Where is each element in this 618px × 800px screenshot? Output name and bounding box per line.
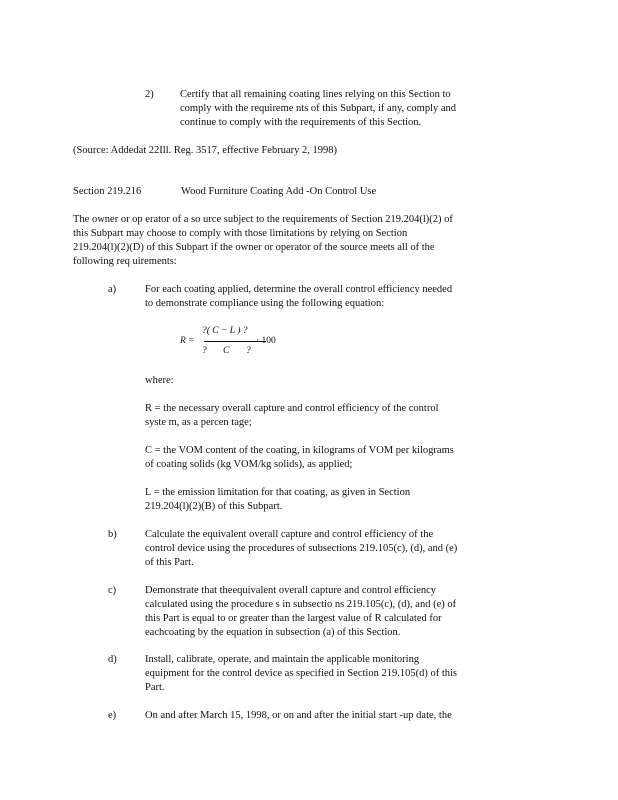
- text-line: calculated using the procedure s in subsectio ns 219.105(c), (d), and (e) of: [145, 599, 457, 610]
- text-line: eachcoating by the equation in subsection (a) of this Section.: [145, 627, 401, 638]
- definition-r: [145, 402, 438, 430]
- text-line: R = the necessary overall capture and control efficiency of the control: [145, 403, 439, 414]
- item-b-text: [145, 528, 457, 570]
- item-c-text: [145, 584, 456, 640]
- text-line: continue to comply with the requirements of this Section.: [180, 117, 422, 128]
- equation-bracket-left-bottom: ?: [202, 346, 207, 356]
- text-line: of coating solids (kg VOM/kg solids), as applied;: [145, 459, 353, 470]
- item-label-d: d): [108, 654, 117, 665]
- text-line: Part.: [145, 682, 165, 693]
- item-label-b: b): [108, 529, 117, 540]
- equation-lhs: R =: [180, 336, 195, 346]
- equation-bracket-right-bottom: ?: [246, 346, 251, 356]
- item-2-text: [180, 88, 456, 130]
- item-label-2: 2): [145, 89, 154, 100]
- text-line: equipment for the control device as specified in Section 219.105(d) of this: [145, 668, 458, 679]
- text-line: C = the VOM content of the coating, in kilograms of VOM per kilograms: [145, 445, 454, 456]
- text-line: of this Part.: [145, 557, 194, 568]
- source-note: (Source: Addedat 22Ill. Reg. 3517, effective February 2, 1998): [73, 145, 337, 156]
- text-line: control device using the procedures of subsections 219.105(c), (d), and (e): [145, 543, 458, 554]
- text-line: Calculate the equivalent overall capture and control efficiency of the: [145, 529, 434, 540]
- item-e-text: [145, 709, 452, 723]
- text-line: L = the emission limitation for that coating, as given in Section: [145, 487, 411, 498]
- equation-multiplier: · 100: [256, 336, 276, 346]
- item-label-a: a): [108, 284, 117, 295]
- text-line: 219.204(l)(2)(B) of this Subpart.: [145, 501, 283, 512]
- item-a-text: [145, 283, 452, 311]
- definition-l: [145, 486, 410, 514]
- section-title: Wood Furniture Coating Add -On Control Use: [181, 186, 377, 197]
- text-line: this Part is equal to or greater than the largest value of R calculated for: [145, 613, 442, 624]
- text-line: to demonstrate compliance using the following equation:: [145, 298, 385, 309]
- text-line: following req uirements:: [73, 256, 177, 267]
- text-line: 219.204(l)(2)(D) of this Subpart if the owner or operator of the source meets all of the: [73, 242, 435, 253]
- equation-numerator: ?( C − L ) ?: [202, 326, 248, 336]
- efficiency-equation: [180, 324, 300, 358]
- text-line: On and after March 15, 1998, or on and after the initial start -up date, the: [145, 710, 452, 721]
- text-line: this Subpart may choose to comply with those limitations by relying on Section: [73, 228, 408, 239]
- equation-denominator: C: [223, 346, 230, 356]
- text-line: comply with the requireme nts of this Subpart, if any, comply and: [180, 103, 457, 114]
- text-line: syste m, as a percen tage;: [145, 417, 252, 428]
- text-line: Demonstrate that theequivalent overall capture and control efficiency: [145, 585, 437, 596]
- text-line: Install, calibrate, operate, and maintain the applicable monitoring: [145, 654, 420, 665]
- text-line: For each coating applied, determine the overall control efficiency needed: [145, 284, 453, 295]
- definition-c: [145, 444, 454, 472]
- where-label: where:: [145, 375, 174, 386]
- item-label-e: e): [108, 710, 117, 721]
- preamble-paragraph: [73, 213, 453, 269]
- section-number: Section 219.216: [73, 186, 142, 197]
- item-label-c: c): [108, 585, 117, 596]
- item-d-text: [145, 653, 457, 695]
- text-line: Certify that all remaining coating lines relying on this Section to: [180, 89, 451, 100]
- text-line: The owner or op erator of a so urce subject to the requirements of Section 219.204(l)(2) of: [73, 214, 453, 225]
